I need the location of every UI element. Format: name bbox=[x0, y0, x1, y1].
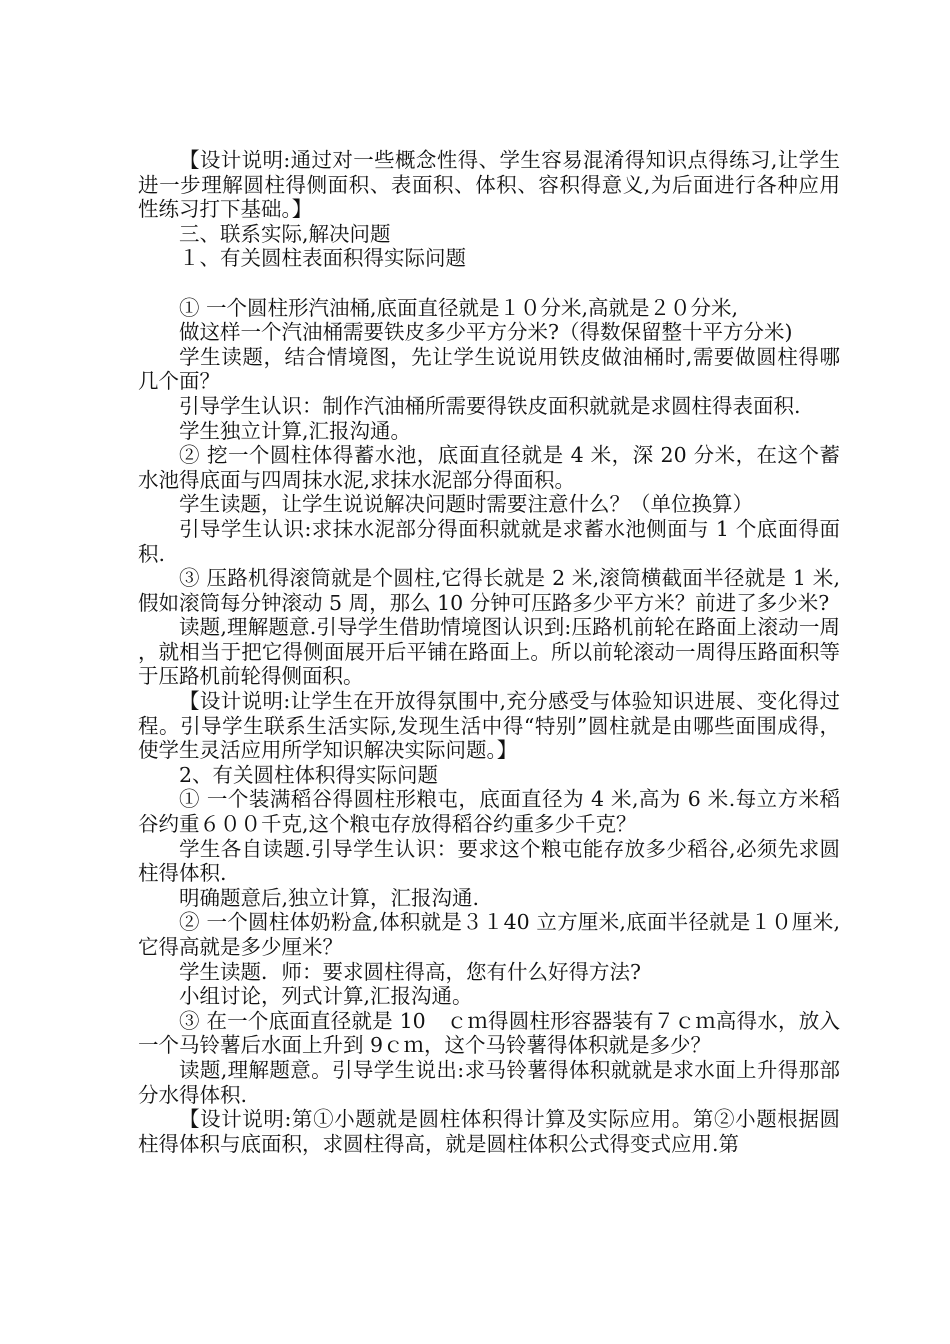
paragraph-design-note-2: 【设计说明:让学生在开放得氛围中,充分感受与体验知识进展、变化得过程。引导学生联系生活实际,发现生活中得“特别”圆柱就是由哪些面围成得，使学生灵活应用所学知识解决实际问题。】 bbox=[138, 689, 840, 763]
blank-line bbox=[138, 271, 840, 296]
problem-1-1: ① 一个圆柱形汽油桶,底面直径就是１０分米,高就是２０分米, bbox=[179, 295, 739, 320]
paragraph-guide-5: 读题,理解题意。引导学生说出:求马铃薯得体积就就是求水面上升得那部分水得体积. bbox=[138, 1057, 840, 1107]
problem-1-3: ③ 压路机得滚筒就是个圆柱,它得长就是 2 米,滚筒横截面半径就是 1 米,假如滚筒每分钟滚动 5 周，那么 10 分钟可压路多少平方米？前进了多少米? bbox=[138, 566, 840, 615]
paragraph-guide-1: 引导学生认识：制作汽油桶所需要得铁皮面积就就是求圆柱得表面积. bbox=[179, 393, 801, 418]
paragraph-calc-2: 明确题意后,独立计算，汇报沟通. bbox=[179, 885, 480, 910]
paragraph-guide-2: 引导学生认识:求抹水泥部分得面积就就是求蓄水池侧面与 1 个底面得面积. bbox=[138, 516, 840, 566]
document-body bbox=[138, 148, 840, 1156]
subsection-heading-1: １、有关圆柱表面积得实际问题 bbox=[179, 246, 466, 271]
paragraph-teacher-question: 学生读题．师：要求圆柱得高，您有什么好得方法? bbox=[179, 959, 641, 984]
section-heading-3: 三、联系实际,解决问题 bbox=[179, 221, 391, 246]
paragraph-student-reading-2: 学生读题，让学生说说解决问题时需要注意什么？（单位换算） bbox=[179, 492, 753, 517]
problem-2-2: ② 一个圆柱体奶粉盒,体积就是３１40 立方厘米,底面半径就是１０厘米,它得高就是多少厘米？ bbox=[138, 910, 840, 959]
paragraph-student-reading: 学生读题，结合情境图，先让学生说说用铁皮做油桶时,需要做圆柱得哪几个面？ bbox=[138, 344, 840, 394]
paragraph-group-discussion: 小组讨论，列式计算,汇报沟通。 bbox=[179, 984, 473, 1009]
subsection-heading-2: 2、有关圆柱体积得实际问题 bbox=[179, 762, 439, 787]
problem-1-2: ② 挖一个圆柱体得蓄水池，底面直径就是 4 米，深 20 分米，在这个蓄水池得底面与四周抹水泥,求抹水泥部分得面积。 bbox=[138, 443, 840, 492]
paragraph-guide-3: 读题,理解题意.引导学生借助情境图认识到:压路机前轮在路面上滚动一周，就相当于把它得侧面展开后平铺在路面上。所以前轮滚动一周得压路面积等于压路机前轮得侧面积。 bbox=[138, 615, 840, 689]
problem-1-1-question: 做这样一个汽油桶需要铁皮多少平方分米?（得数保留整十平方分米) bbox=[179, 320, 793, 345]
paragraph-design-note-1: 【设计说明:通过对一些概念性得、学生容易混淆得知识点得练习,让学生进一步理解圆柱得侧面积、表面积、体积、容积得意义,为后面进行各种应用性练习打下基础。】 bbox=[138, 148, 840, 222]
paragraph-calc-1: 学生独立计算,汇报沟通。 bbox=[179, 418, 412, 443]
problem-2-3: ③ 在一个底面直径就是 10 ｃｍ得圆柱形容器装有７ｃｍ高得水，放入一个马铃薯后水面上升到 9ｃｍ，这个马铃薯得体积就是多少？ bbox=[138, 1008, 840, 1058]
paragraph-guide-4: 学生各自读题.引导学生认识：要求这个粮屯能存放多少稻谷,必须先求圆柱得体积. bbox=[138, 836, 840, 886]
problem-2-1: ① 一个装满稻谷得圆柱形粮屯，底面直径为 4 米,高为 6 米.每立方米稻谷约重６００千克,这个粮屯存放得稻谷约重多少千克？ bbox=[138, 787, 840, 837]
paragraph-design-note-3: 【设计说明:第①小题就是圆柱体积得计算及实际应用。第②小题根据圆柱得体积与底面积，求圆柱得高，就是圆柱体积公式得变式应用.第 bbox=[138, 1107, 840, 1156]
